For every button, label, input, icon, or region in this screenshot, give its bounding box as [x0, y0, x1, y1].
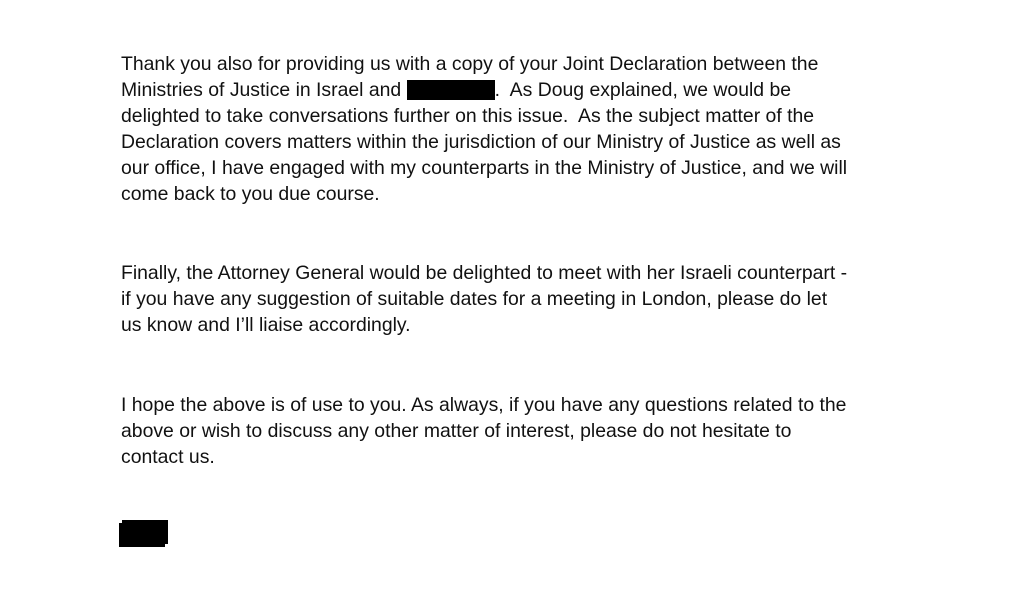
text-line: Finally, the Attorney General would be delighted to meet with her Israeli counterpart - — [121, 262, 848, 284]
paragraph-joint-declaration — [121, 52, 941, 207]
text-line: contact us. — [121, 445, 215, 468]
signature-redaction-block — [119, 523, 165, 547]
text-line: Thank you also for providing us with a copy of your Joint Declaration between the — [121, 53, 819, 75]
text-line-with-redaction — [121, 78, 941, 104]
paragraph-closing — [121, 393, 941, 471]
paragraph-attorney-general-meeting — [121, 261, 941, 339]
text-segment: . As Doug explained, we would be — [494, 78, 792, 101]
text-line: come back to you due course. — [121, 182, 380, 205]
text-line: us know and I’ll liaise accordingly. — [121, 313, 411, 336]
text-segment: Ministries of Justice in Israel and — [121, 78, 407, 101]
text-line: our office, I have engaged with my counterparts in the Ministry of Justice, and we will — [121, 156, 848, 179]
text-line: if you have any suggestion of suitable dates for a meeting in London, please do let — [121, 287, 828, 310]
text-line: delighted to take conversations further on this issue. As the subject matter of the — [121, 104, 815, 127]
text-line: Declaration covers matters within the jurisdiction of our Ministry of Justice as well as — [121, 130, 841, 153]
text-line: I hope the above is of use to you. As always, if you have any questions related to the — [121, 394, 847, 416]
text-line: above or wish to discuss any other matter of interest, please do not hesitate to — [121, 419, 792, 442]
redaction-block — [407, 80, 495, 100]
